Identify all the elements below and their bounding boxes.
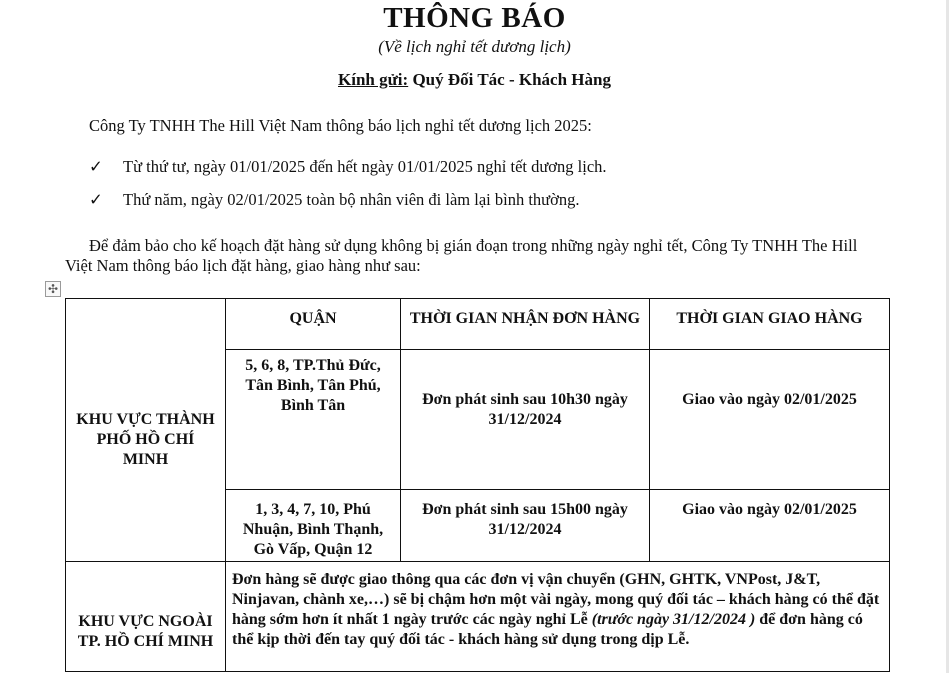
bullet-item <box>89 157 607 177</box>
schedule-intro-paragraph: Để đảm bảo cho kế hoạch đặt hàng sử dụng không bị gián đoạn trong những ngày nghỉ tết, Công Ty TNHH The Hill Việt Nam thông báo lịch đặt hàng, giao hàng như sau: <box>65 236 858 275</box>
bullet-text: Từ thứ tư, ngày 01/01/2025 đến hết ngày 01/01/2025 nghỉ tết dương lịch. <box>123 157 607 176</box>
header-order-time: THỜI GIAN NHẬN ĐƠN HÀNG <box>401 299 650 350</box>
delivery-time-cell: Giao vào ngày 02/01/2025 <box>650 490 890 562</box>
header-delivery-time: THỜI GIAN GIAO HÀNG <box>650 299 890 350</box>
table-move-handle-icon[interactable]: ✣ <box>45 281 61 297</box>
checkmark-icon: ✓ <box>89 190 103 209</box>
districts-cell: 1, 3, 4, 7, 10, Phú Nhuận, Bình Thạnh, Gò Vấp, Quận 12 <box>226 490 401 562</box>
bullet-item <box>89 190 579 210</box>
districts-cell: 5, 6, 8, TP.Thủ Đức, Tân Bình, Tân Phú, Bình Tân <box>226 350 401 490</box>
salutation-label: Kính gửi: <box>338 70 409 89</box>
outside-delivery-note <box>226 562 890 672</box>
table-row-outside <box>66 562 890 672</box>
region-hcm-cell: KHU VỰC THÀNH PHỐ HỒ CHÍ MINH <box>66 299 226 562</box>
order-time-cell: Đơn phát sinh sau 10h30 ngày 31/12/2024 <box>401 350 650 490</box>
table-header-row <box>66 299 890 350</box>
checkmark-icon: ✓ <box>89 157 103 176</box>
salutation <box>0 70 949 90</box>
bullet-text: Thứ năm, ngày 02/01/2025 toàn bộ nhân viên đi làm lại bình thường. <box>123 190 580 209</box>
delivery-time-cell: Giao vào ngày 02/01/2025 <box>650 350 890 490</box>
order-time-cell: Đơn phát sinh sau 15h00 ngày 31/12/2024 <box>401 490 650 562</box>
region-outside-cell: KHU VỰC NGOÀI TP. HỒ CHÍ MINH <box>66 562 226 672</box>
note-italic-date: (trước ngày 31/12/2024 ) <box>591 611 756 628</box>
schedule-table <box>65 298 890 672</box>
intro-paragraph: Công Ty TNHH The Hill Việt Nam thông báo lịch nghỉ tết dương lịch 2025: <box>89 116 592 135</box>
note-text-end: để đơn hàng có thể kịp thời đến tay quý đối tác - khách hàng sử dụng trong dịp Lễ. <box>232 611 863 648</box>
notice-subtitle: (Về lịch nghỉ tết dương lịch) <box>378 37 571 56</box>
header-district: QUẬN <box>226 299 401 350</box>
notice-title: THÔNG BÁO <box>383 2 566 34</box>
salutation-recipient: Quý Đối Tác - Khách Hàng <box>408 70 611 89</box>
note-text: Đơn hàng sẽ được giao thông qua các đơn vị vận chuyển (GHN, GHTK, VNPost, J&T, Ninjavan, chành xe,…) sẽ bị chậm hơn một vài ngày, mong quý đối tác – khách hàng có thể đặt hàng sớm hơn ít nhất 1 ngày trước các ngày nghỉ Lễ <box>232 571 880 628</box>
